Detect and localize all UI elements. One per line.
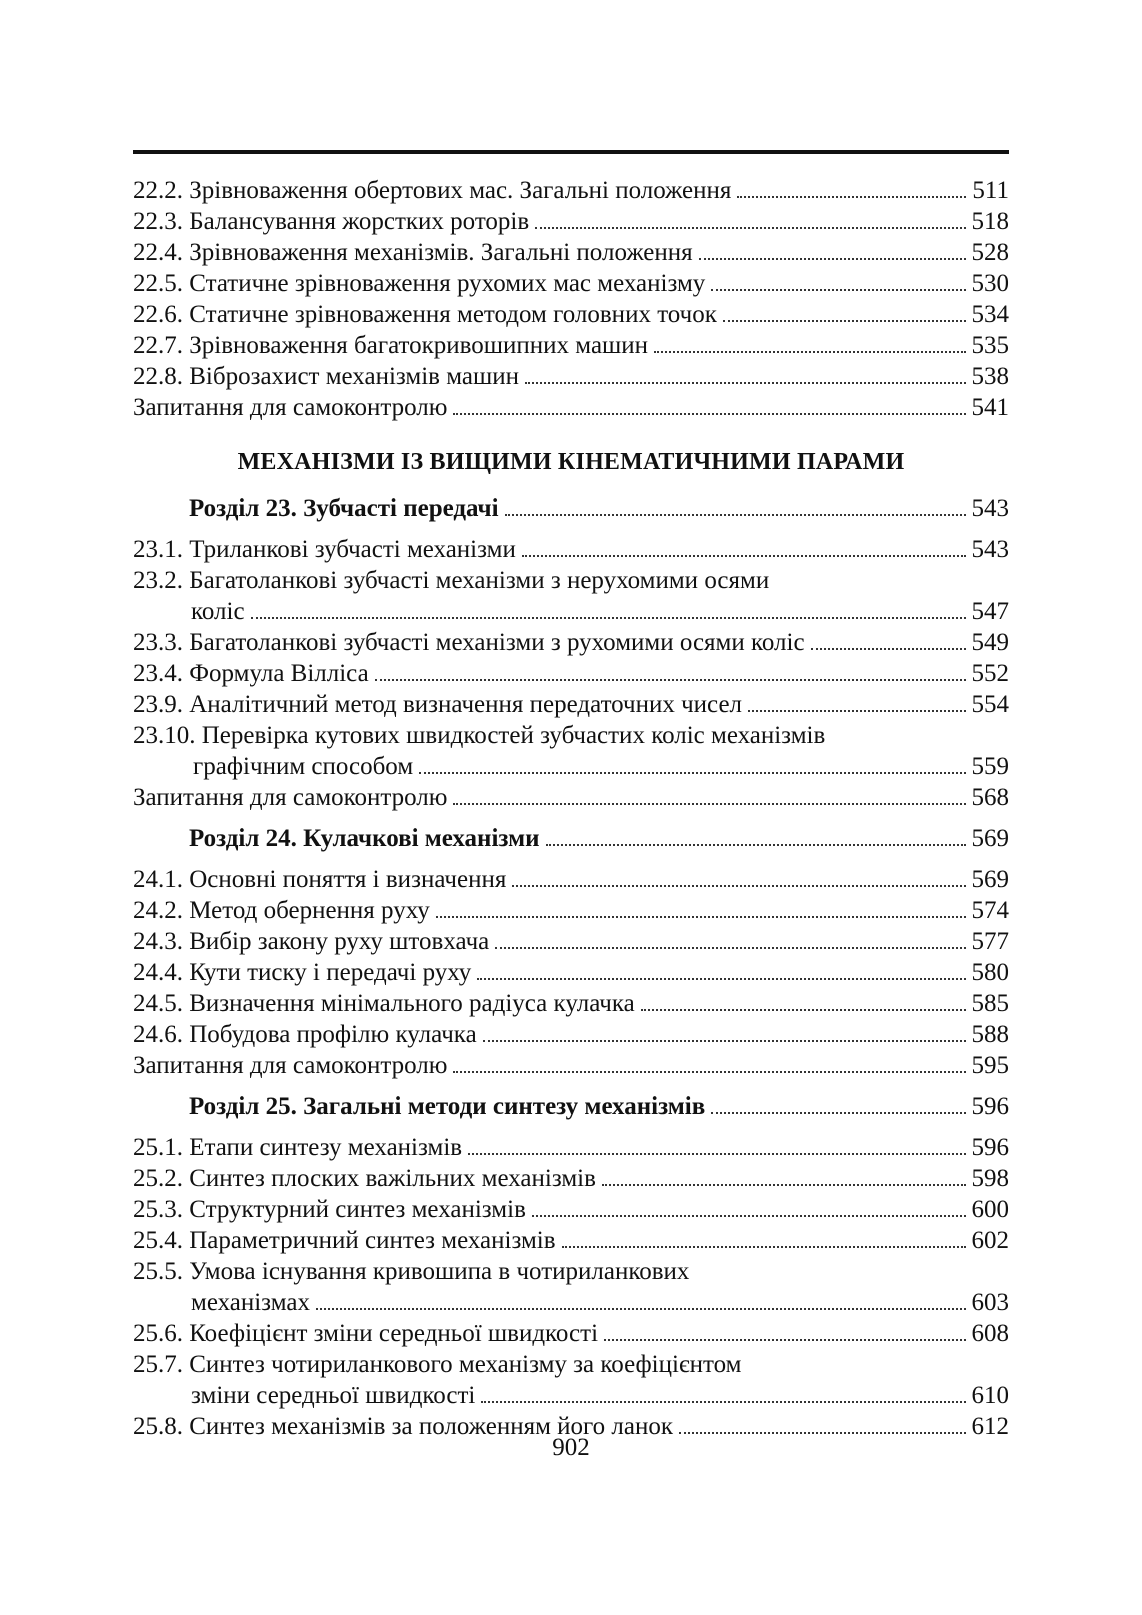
leader-dots: [495, 947, 965, 949]
toc-entry[interactable]: [133, 658, 1009, 689]
toc-entry-page: 608: [971, 1320, 1009, 1347]
toc-entry-continuation: [133, 751, 1009, 782]
toc-entry-page: 602: [971, 1227, 1009, 1254]
toc-entry-label: 23.3. Багатоланкові зубчасті механізми з рухомими осями коліс: [133, 629, 805, 656]
toc-entry-label-line1: 25.5. Умова існування кривошипа в чотириланкових: [133, 1258, 690, 1285]
toc-entry-label: 22.7. Зрівноваження багатокривошипних машин: [133, 332, 649, 359]
leader-dots: [522, 555, 966, 557]
toc-entry[interactable]: [133, 1050, 1009, 1081]
toc-entry-page: 596: [971, 1134, 1009, 1161]
leader-dots: [546, 844, 966, 846]
toc-entry[interactable]: [133, 392, 1009, 423]
page-number: 902: [552, 1434, 590, 1461]
leader-dots: [737, 196, 966, 198]
toc-entry-page: 585: [971, 990, 1009, 1017]
toc-entry-label: 24.5. Визначення мінімального радіуса кулачка: [133, 990, 635, 1017]
toc-entry-label: 25.2. Синтез плоских важільних механізмів: [133, 1165, 596, 1192]
chapter-label: Розділ 25. Загальні методи синтезу механізмів: [189, 1093, 706, 1120]
toc-entry-page: 518: [971, 208, 1009, 235]
toc-entry-label: Запитання для самоконтролю: [133, 1052, 448, 1079]
toc-entry[interactable]: [133, 1194, 1009, 1225]
leader-dots: [748, 710, 965, 712]
toc-chapter-24[interactable]: [133, 823, 1009, 854]
chapter-page: 569: [971, 825, 1009, 852]
toc-entry[interactable]: [133, 206, 1009, 237]
toc-entry-page: 568: [971, 784, 1009, 811]
toc-entry[interactable]: [133, 1163, 1009, 1194]
toc-entry[interactable]: [133, 237, 1009, 268]
leader-dots: [699, 258, 966, 260]
toc-entry-page: 588: [971, 1021, 1009, 1048]
leader-dots: [604, 1339, 965, 1341]
toc-block-24: [133, 864, 1009, 1081]
leader-dots: [436, 916, 966, 918]
toc-entry-multiline[interactable]: [133, 1349, 1009, 1411]
toc-entry[interactable]: [133, 1225, 1009, 1256]
toc-entry-page: 595: [971, 1052, 1009, 1079]
toc-entry-page: 552: [971, 660, 1009, 687]
toc-entry-label: 25.3. Структурний синтез механізмів: [133, 1196, 526, 1223]
leader-dots: [375, 679, 966, 681]
toc-entry-label: 22.4. Зрівноваження механізмів. Загальні положення: [133, 239, 693, 266]
toc-entry-label: 22.6. Статичне зрівноваження методом головних точок: [133, 301, 717, 328]
toc-entry-label-line2: зміни середньої швидкості: [191, 1382, 476, 1409]
toc-entry-label: 24.3. Вибір закону руху штовхача: [133, 928, 490, 955]
chapter-page: 543: [971, 495, 1009, 522]
toc-entry-continuation: [133, 1287, 1009, 1318]
leader-dots: [711, 289, 965, 291]
table-of-contents: [133, 175, 1009, 1442]
toc-entry-continuation: [133, 596, 1009, 627]
toc-entry-page: 547: [971, 598, 1009, 625]
toc-entry-label: 25.1. Етапи синтезу механізмів: [133, 1134, 463, 1161]
toc-entry-label: Запитання для самоконтролю: [133, 394, 448, 421]
toc-entry-page: 554: [971, 691, 1009, 718]
toc-entry-label: 24.4. Кути тиску і передачі руху: [133, 959, 472, 986]
toc-entry-page: 603: [971, 1289, 1009, 1316]
toc-entry-page: 577: [971, 928, 1009, 955]
section-heading: МЕХАНІЗМИ ІЗ ВИЩИМИ КІНЕМАТИЧНИМИ ПАРАМИ: [237, 449, 905, 475]
leader-dots: [453, 1071, 965, 1073]
toc-entry-multiline[interactable]: [133, 720, 1009, 782]
leader-dots: [419, 772, 965, 774]
toc-entry-page: 549: [971, 629, 1009, 656]
leader-dots: [711, 1112, 965, 1114]
leader-dots: [723, 320, 966, 322]
toc-entry[interactable]: [133, 299, 1009, 330]
leader-dots: [251, 617, 966, 619]
toc-entry-page: 543: [971, 536, 1009, 563]
toc-entry[interactable]: [133, 534, 1009, 565]
toc-entry-page: 534: [971, 301, 1009, 328]
leader-dots: [602, 1184, 966, 1186]
toc-entry[interactable]: [133, 175, 1009, 206]
toc-entry-page: 541: [971, 394, 1009, 421]
toc-entry-page: 580: [971, 959, 1009, 986]
toc-entry-multiline[interactable]: [133, 565, 1009, 627]
toc-entry-label: 23.4. Формула Вілліса: [133, 660, 369, 687]
toc-entry[interactable]: [133, 1132, 1009, 1163]
chapter-label: Розділ 23. Зубчасті передачі: [189, 495, 499, 522]
toc-entry-page: 511: [972, 177, 1009, 204]
leader-dots: [481, 1401, 965, 1403]
toc-entry-label: 22.3. Балансування жорстких роторів: [133, 208, 530, 235]
leader-dots: [453, 803, 965, 805]
toc-entry-page: 574: [971, 897, 1009, 924]
leader-dots: [641, 1009, 966, 1011]
toc-entry[interactable]: [133, 268, 1009, 299]
leader-dots: [468, 1153, 965, 1155]
toc-entry[interactable]: [133, 895, 1009, 926]
toc-chapter-23[interactable]: [133, 493, 1009, 524]
toc-entry-label-line1: 23.10. Перевірка кутових швидкостей зубчастих коліс механізмів: [133, 722, 826, 749]
toc-entry-label: 25.6. Коефіцієнт зміни середньої швидкості: [133, 1320, 599, 1347]
toc-entry[interactable]: [133, 330, 1009, 361]
toc-entry[interactable]: [133, 988, 1009, 1019]
leader-dots: [316, 1308, 966, 1310]
toc-entry-label: 25.8. Синтез механізмів за положенням його ланок: [133, 1413, 674, 1440]
leader-dots: [525, 382, 966, 384]
toc-entry-label: 24.1. Основні поняття і визначення: [133, 866, 507, 893]
toc-entry-label: 23.9. Аналітичний метод визначення передаточних чисел: [133, 691, 743, 718]
toc-block-22: [133, 175, 1009, 423]
toc-block-23: [133, 534, 1009, 813]
toc-entry-page: 538: [971, 363, 1009, 390]
toc-entry-label-line1: 25.7. Синтез чотириланкового механізму за коефіцієнтом: [133, 1351, 742, 1378]
leader-dots: [483, 1040, 966, 1042]
toc-entry-page: 535: [971, 332, 1009, 359]
toc-entry-page: 528: [971, 239, 1009, 266]
leader-dots: [512, 885, 965, 887]
toc-entry-label-line1: 23.2. Багатоланкові зубчасті механізми з нерухомими осями: [133, 567, 770, 594]
toc-entry-label: 24.2. Метод обернення руху: [133, 897, 430, 924]
toc-block-25: [133, 1132, 1009, 1442]
toc-entry-label-line2: графічним способом: [193, 753, 414, 780]
toc-entry[interactable]: [133, 627, 1009, 658]
header-rule: [133, 150, 1009, 154]
toc-entry-page: 610: [971, 1382, 1009, 1409]
chapter-page: 596: [971, 1093, 1009, 1120]
toc-chapter-25[interactable]: [133, 1091, 1009, 1122]
leader-dots: [453, 413, 965, 415]
toc-entry-page: 600: [971, 1196, 1009, 1223]
toc-entry-page: 598: [971, 1165, 1009, 1192]
leader-dots: [654, 351, 965, 353]
toc-entry-label-line2: коліс: [191, 598, 245, 625]
toc-entry-label: 22.8. Віброзахист механізмів машин: [133, 363, 519, 390]
leader-dots: [532, 1215, 966, 1217]
toc-entry-page: 530: [971, 270, 1009, 297]
toc-entry[interactable]: [133, 361, 1009, 392]
toc-entry[interactable]: [133, 689, 1009, 720]
leader-dots: [535, 227, 965, 229]
toc-entry-page: 559: [971, 753, 1009, 780]
toc-entry[interactable]: [133, 1019, 1009, 1050]
toc-entry-label: 23.1. Триланкові зубчасті механізми: [133, 536, 516, 563]
toc-entry-multiline[interactable]: [133, 1256, 1009, 1318]
toc-entry-label: 22.5. Статичне зрівноваження рухомих мас механізму: [133, 270, 706, 297]
toc-entry[interactable]: [133, 1318, 1009, 1349]
toc-entry[interactable]: [133, 782, 1009, 813]
toc-entry-label: Запитання для самоконтролю: [133, 784, 448, 811]
toc-entry-page: 612: [971, 1413, 1009, 1440]
toc-entry[interactable]: [133, 926, 1009, 957]
leader-dots: [562, 1246, 966, 1248]
toc-entry-label: 25.4. Параметричний синтез механізмів: [133, 1227, 556, 1254]
toc-entry-label: 24.6. Побудова профілю кулачка: [133, 1021, 477, 1048]
toc-entry-continuation: [133, 1380, 1009, 1411]
leader-dots: [505, 514, 966, 516]
toc-entry-page: 569: [971, 866, 1009, 893]
toc-entry-label-line2: механізмах: [191, 1289, 310, 1316]
toc-entry-label: 22.2. Зрівноваження обертових мас. Загальні положення: [133, 177, 732, 204]
leader-dots: [811, 648, 966, 650]
toc-entry[interactable]: [133, 864, 1009, 895]
leader-dots: [477, 978, 965, 980]
toc-entry[interactable]: [133, 957, 1009, 988]
chapter-label: Розділ 24. Кулачкові механізми: [189, 825, 540, 852]
